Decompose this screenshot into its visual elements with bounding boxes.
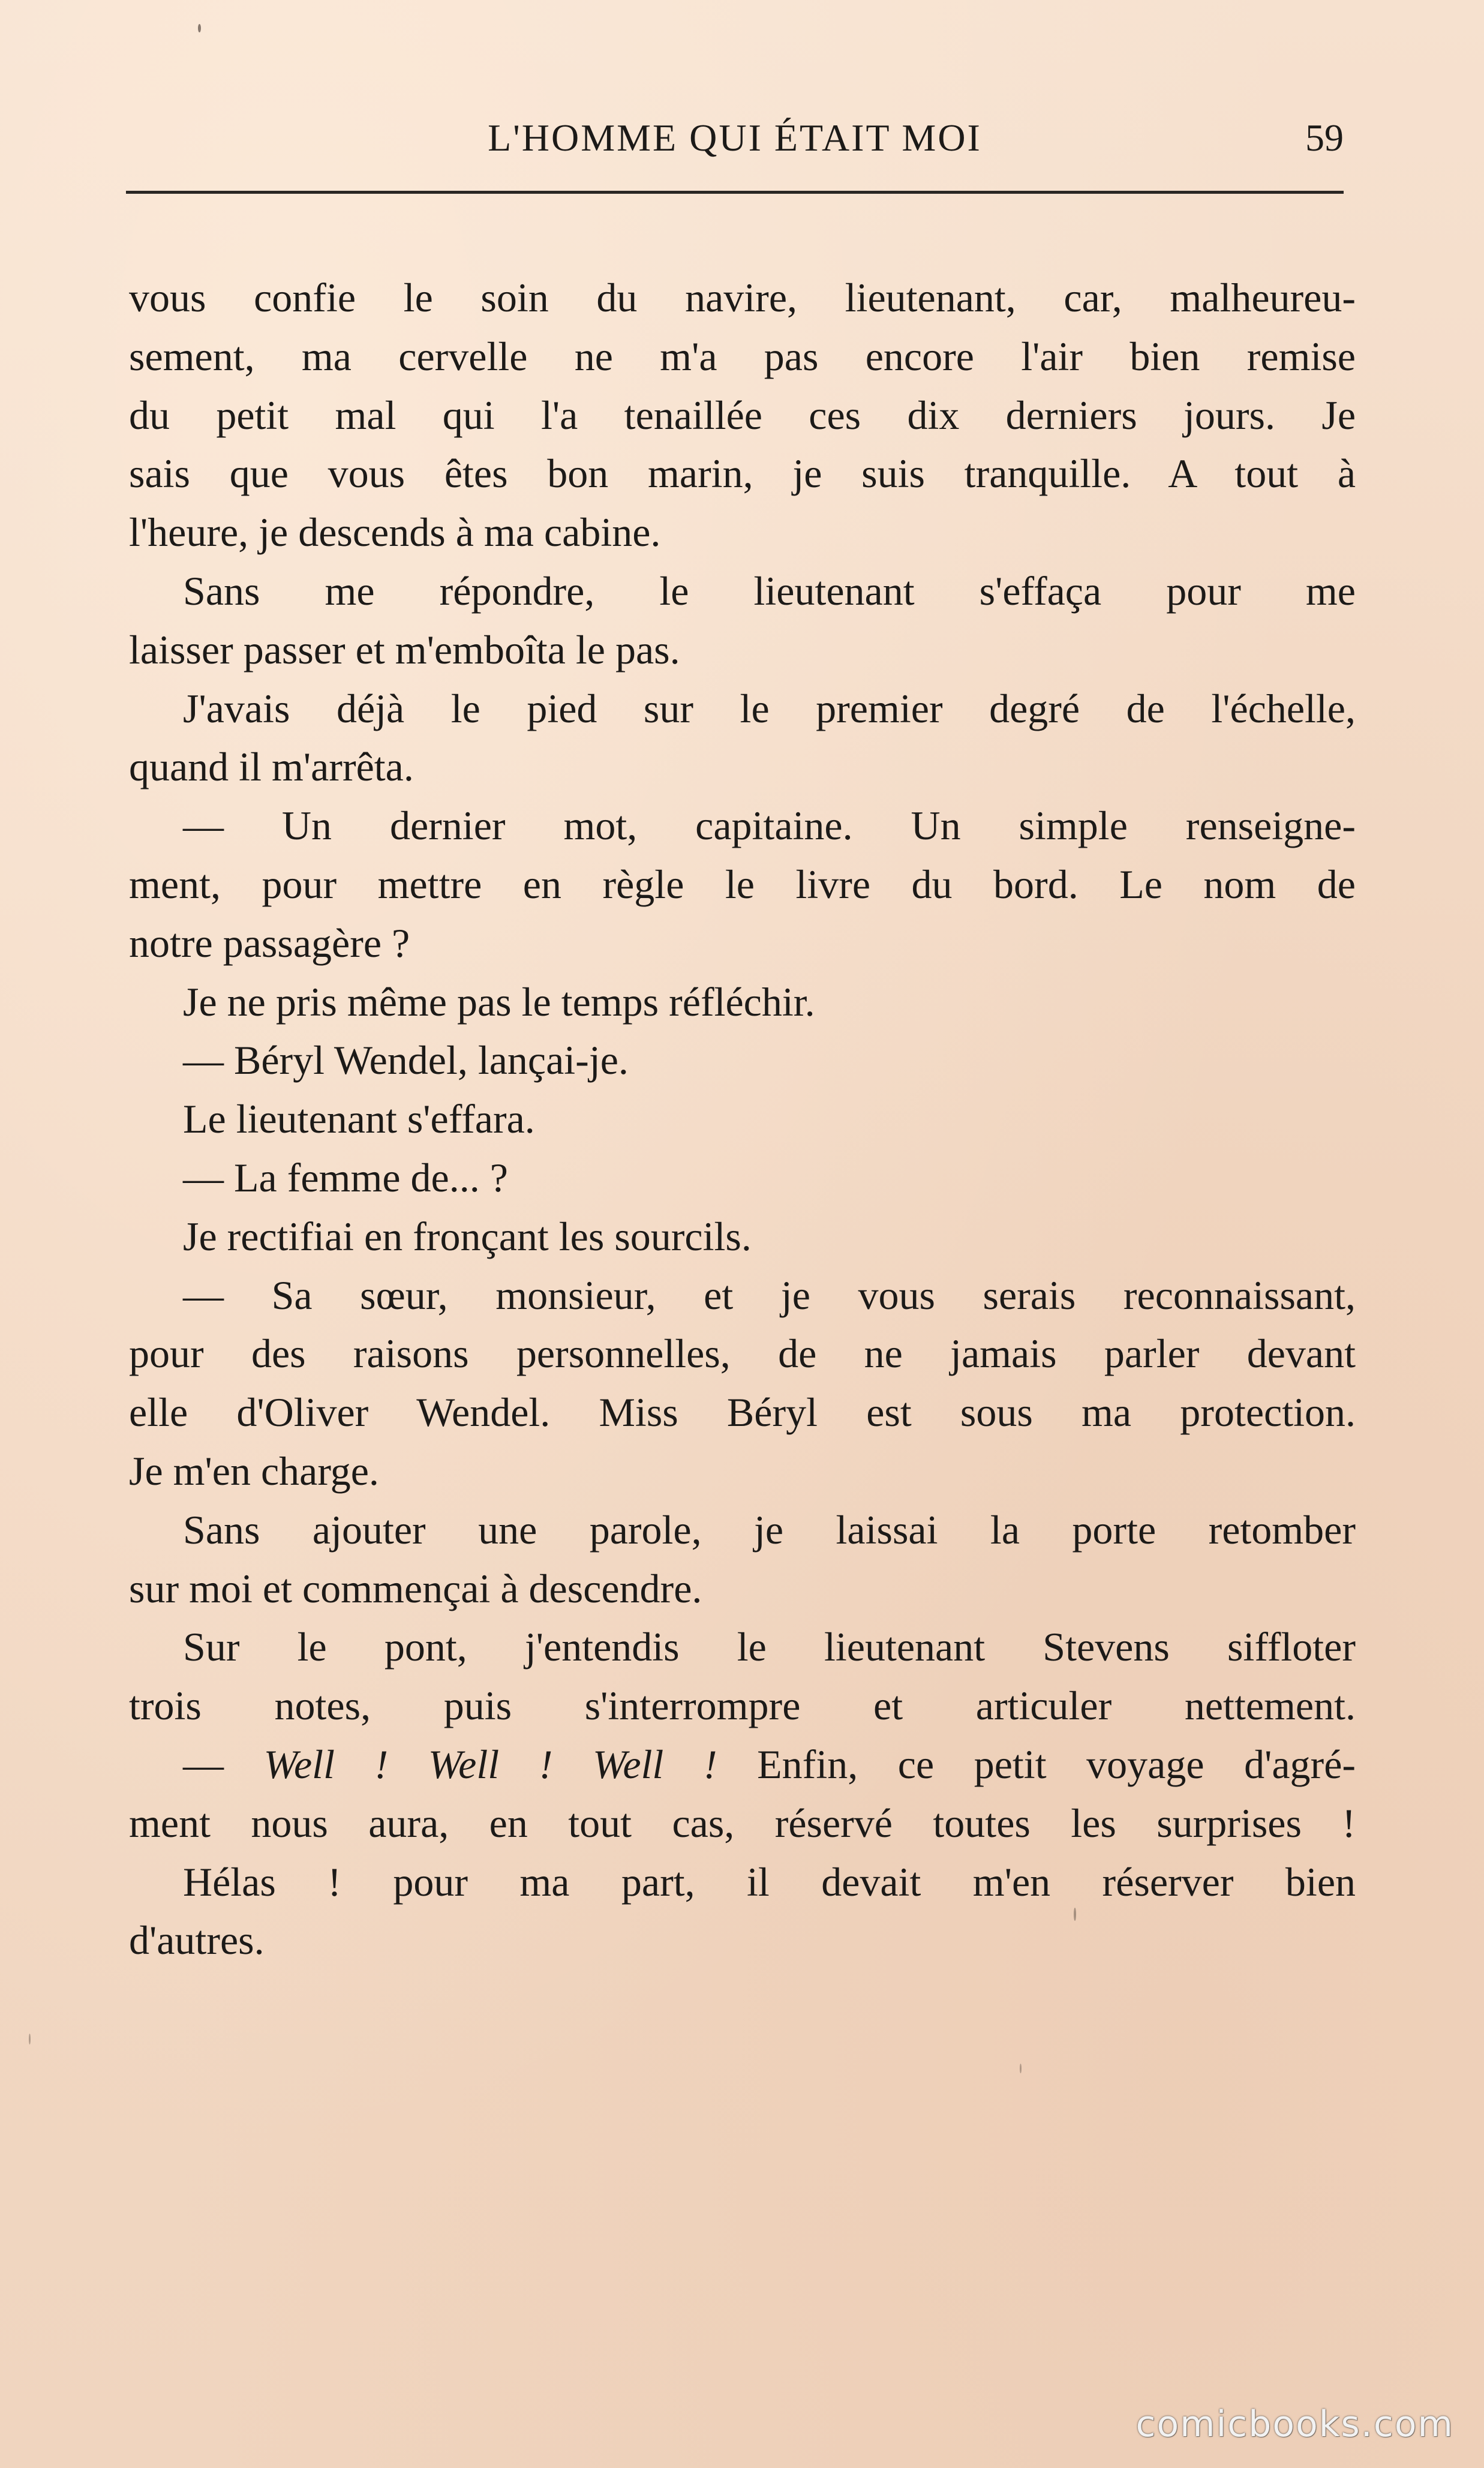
text-line: J'avais déjà le pied sur le premier degré de l'échelle, [183, 685, 1356, 731]
text-line: — Sa sœur, monsieur, et je vous serais reconnaissant, [183, 1272, 1356, 1318]
page-number: 59 [1305, 116, 1344, 159]
text-line: quand il m'arrêta. [129, 744, 414, 790]
watermark: comicbooks.com [1135, 2403, 1454, 2445]
text-line: pour des raisons personnelles, de ne jamais parler devant [129, 1331, 1356, 1377]
line-remainder: Enfin, ce petit voyage d'agré- [757, 1741, 1356, 1787]
text-line: elle d'Oliver Wendel. Miss Béryl est sous ma protection. [129, 1389, 1356, 1436]
text-line: Sans me répondre, le lieutenant s'effaça pour me [183, 568, 1356, 614]
text-line: l'heure, je descends à ma cabine. [129, 509, 661, 556]
text-line: Sans ajouter une parole, je laissai la porte retomber [183, 1506, 1356, 1553]
paper-speck [29, 2034, 31, 2044]
word-space [717, 1742, 758, 1787]
text-line: trois notes, puis s'interrompre et articuler nettement. [129, 1683, 1356, 1729]
text-line: sement, ma cervelle ne m'a pas encore l'air bien remise [129, 333, 1356, 379]
text-line: Sur le pont, j'entendis le lieutenant Stevens siffloter [183, 1624, 1356, 1670]
text-line: laisser passer et m'emboîta le pas. [129, 626, 680, 672]
text-line: sur moi et commençai à descendre. [129, 1565, 702, 1611]
text-line: Le lieutenant s'effara. [183, 1096, 535, 1142]
paper-speck [1074, 1908, 1076, 1921]
text-line: Je m'en charge. [129, 1448, 379, 1494]
text-line: — Un dernier mot, capitaine. Un simple renseigne- [183, 803, 1356, 849]
text-line: ment, pour mettre en règle le livre du bord. Le nom de [129, 861, 1356, 907]
text-line: — La femme de... ? [183, 1154, 508, 1200]
text-line: sais que vous êtes bon marin, je suis tranquille. A tout à [129, 451, 1356, 497]
text-line: d'autres. [129, 1917, 265, 1963]
text-line: vous confie le soin du navire, lieutenant, car, malheureu- [129, 275, 1356, 320]
text-line: ment nous aura, en tout cas, réservé toutes les surprises ! [129, 1800, 1356, 1846]
dash-prefix: — [183, 1741, 264, 1787]
text-line: — Béryl Wendel, lançai-je. [183, 1037, 629, 1083]
text-line: notre passagère ? [129, 920, 410, 966]
paper-speck [1020, 2064, 1022, 2073]
text-line: du petit mal qui l'a tenaillée ces dix derniers jours. Je [129, 392, 1356, 438]
text-line: Je ne pris même pas le temps réfléchir. [183, 978, 815, 1025]
running-title: L'HOMME QUI ÉTAIT MOI [488, 116, 982, 159]
paper-speck [198, 24, 201, 32]
header-rule [126, 191, 1344, 194]
text-line: Hélas ! pour ma part, il devait m'en réserver bien [183, 1858, 1356, 1905]
text-line-mixed [129, 1736, 1356, 1794]
body-text [129, 269, 1356, 1970]
text-line: Je rectifiai en fronçant les sourcils. [183, 1213, 752, 1259]
italic-exclamation: Well ! Well ! Well ! [263, 1741, 717, 1787]
page-header [126, 111, 1344, 165]
